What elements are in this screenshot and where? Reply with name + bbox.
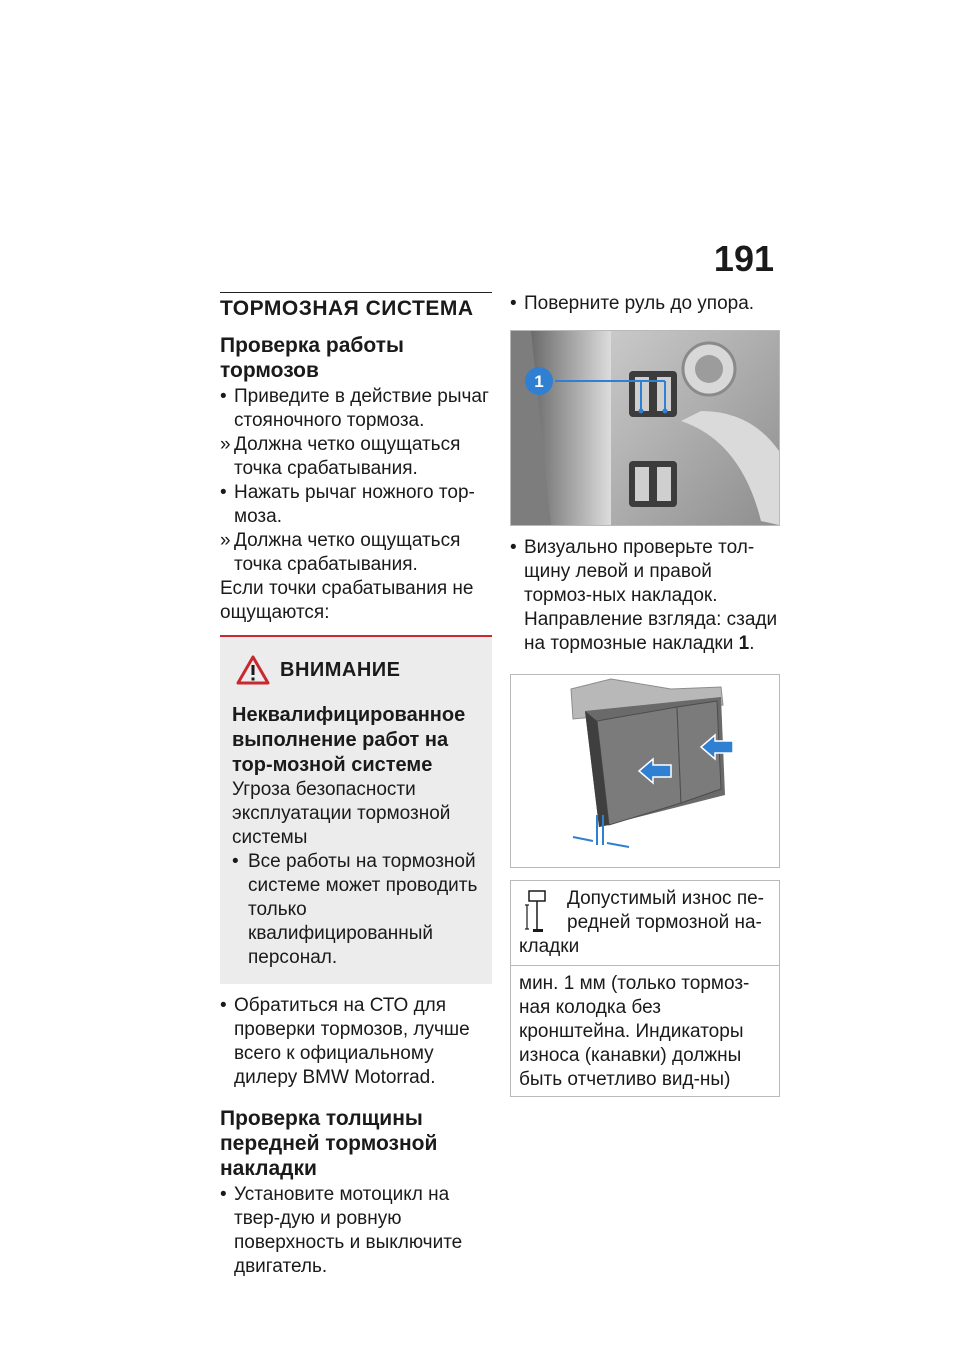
left-column <box>220 292 492 1279</box>
callout-ref: 1 <box>738 633 750 654</box>
step-text: Поверните руль до упора. <box>524 293 755 314</box>
page-number: 191 <box>713 238 774 279</box>
step-text: Обратиться на СТО для проверки тормозов, лучше всего к официальному дилеру BMW Motorrad. <box>234 995 470 1088</box>
result-pressure-point <box>220 529 492 577</box>
result-text: Должна четко ощущаться точка срабатывания. <box>234 530 461 575</box>
step-foot-brake <box>220 481 492 529</box>
bullet-mark: • <box>220 1184 227 1205</box>
section-title: ТОРМОЗНАЯ СИСТЕМА <box>220 297 474 320</box>
step-text-end: . <box>749 633 755 654</box>
spec-table <box>510 880 780 1097</box>
warning-hazard: Неквалифицированное выполнение работ на тор-мозной системе <box>232 704 466 776</box>
step-text: Установите мотоцикл на твер-дую и ровную поверхность и выключите двигатель. <box>234 1184 463 1277</box>
step-park-motorcycle <box>220 1183 492 1279</box>
if-not-felt-text: Если точки срабатывания не ощущаются: <box>220 578 474 623</box>
warning-consequence: Угроза безопасности эксплуатации тормозной системы <box>232 779 451 848</box>
step-parking-brake <box>220 385 492 433</box>
result-text: Должна четко ощущаться точка срабатывания. <box>234 434 461 479</box>
warning-title: ВНИМАНИЕ <box>280 658 401 681</box>
bullet-mark: • <box>220 995 227 1016</box>
result-mark: » <box>220 530 231 551</box>
warning-measure <box>232 850 478 970</box>
bullet-mark: • <box>220 482 227 503</box>
step-text: Нажать рычаг ножного тор-моза. <box>234 482 475 527</box>
bullet-mark: • <box>510 293 517 314</box>
step-visual-check <box>510 536 780 656</box>
callout-number: 1 <box>534 372 544 391</box>
bullet-mark: • <box>220 386 227 407</box>
bullet-mark: • <box>510 537 517 558</box>
brake-pad-illustration <box>510 674 780 868</box>
result-mark: » <box>220 434 231 455</box>
brake-pad-drawing <box>511 675 779 867</box>
spec-title: Допустимый износ пе-редней тормозной на-кладки <box>519 888 764 957</box>
warning-header <box>236 655 478 685</box>
subhead-brake-check: Проверка работы тормозов <box>220 334 404 382</box>
step-contact-dealer <box>220 994 492 1090</box>
right-column <box>510 292 780 1097</box>
caliper-illustration <box>511 331 779 525</box>
section-rule <box>220 292 492 293</box>
step-turn-handlebar <box>510 292 780 316</box>
caliper-gauge-icon <box>523 889 553 933</box>
result-pressure-point <box>220 433 492 481</box>
subhead-pad-thickness: Проверка толщины передней тормозной накладки <box>220 1107 438 1180</box>
warning-measure-text: Все работы на тормозной системе может проводить только квалифицированный персонал. <box>248 851 478 968</box>
step-text: Приведите в действие рычаг стояночного тормоза. <box>234 386 489 431</box>
warning-box <box>220 635 492 984</box>
brake-caliper-photo <box>510 330 780 526</box>
spec-header <box>511 881 779 966</box>
step-text: Визуально проверьте тол-щину левой и правой тормоз-ных накладок. Направление взгляда: сзади на тормозные накладки <box>524 537 778 654</box>
warning-triangle-icon <box>236 655 270 685</box>
bullet-mark: • <box>232 851 239 872</box>
spec-value: мин. 1 мм (только тормоз-ная колодка без кронштейна. Индикаторы износа (канавки) должны быть отчетливо вид-ны) <box>519 973 750 1090</box>
